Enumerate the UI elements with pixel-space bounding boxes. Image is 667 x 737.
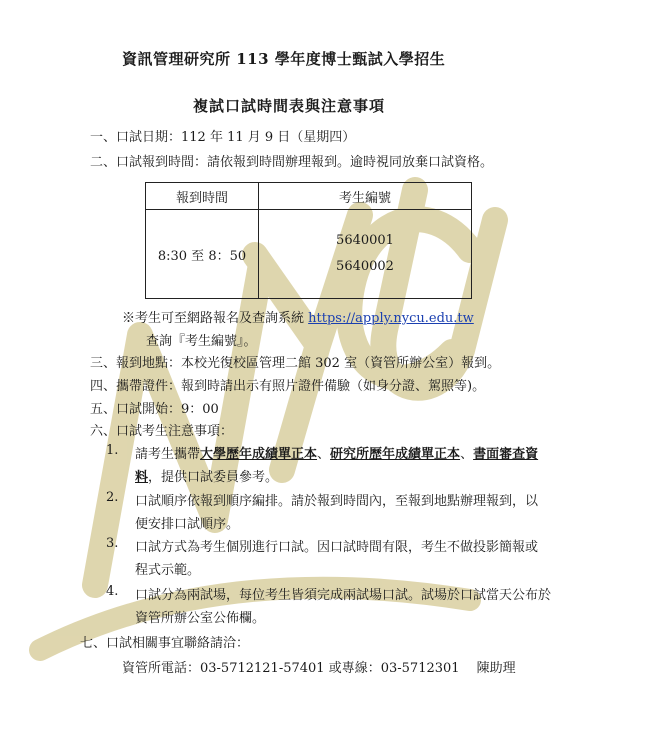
required-document: 書面審查資 — [473, 447, 539, 462]
note-1-line-2 — [135, 466, 278, 485]
separator: 、 — [460, 447, 474, 462]
note-4-line-2: 資管所辦公室公佈欄。 — [135, 611, 266, 626]
header-report-time: 報到時間 — [146, 183, 259, 210]
required-document: 料 — [135, 470, 149, 485]
note-3-number: 3. — [106, 536, 119, 551]
note-3-line-1: 口試方式為考生個別進行口試。因口試時間有限，考生不做投影簡報或 — [135, 540, 539, 555]
schedule-table — [145, 182, 472, 299]
table-header-row — [146, 183, 472, 210]
contact-line: 資管所電話：03-5712121-57401 或專線：03-5712301 陳助理 — [122, 661, 516, 676]
remark-prefix: ※考生可至網路報名及查詢系統 — [122, 311, 309, 326]
required-document: 研究所歷年成績單正本 — [330, 447, 461, 462]
document-subtitle: 複試口試時間表與注意事項 — [193, 97, 386, 115]
item-exam-date: 一、口試日期：112 年 11 月 9 日（星期四） — [90, 130, 356, 145]
apply-link[interactable]: https://apply.nycu.edu.tw — [308, 311, 474, 326]
note-4-number: 4. — [106, 584, 119, 599]
remark-line-2: 查詢『考生編號』。 — [146, 334, 257, 349]
separator: 、 — [317, 447, 331, 462]
document-title: 資訊管理研究所 113 學年度博士甄試入學招生 — [122, 50, 446, 68]
item-report-time: 二、口試報到時間：請依報到時間辦理報到。逾時視同放棄口試資格。 — [90, 155, 494, 170]
note-text: 請考生攜帶 — [135, 447, 201, 462]
note-2-number: 2. — [106, 490, 119, 505]
item-notes-heading: 六、口試考生注意事項： — [90, 424, 234, 439]
cell-candidate-numbers — [259, 210, 472, 299]
note-1-number: 1. — [106, 443, 119, 458]
note-3-line-2: 程式示範。 — [135, 563, 201, 578]
note-2-line-2: 便安排口試順序。 — [135, 517, 240, 532]
note-1-line-1 — [135, 443, 538, 462]
header-candidate-number: 考生編號 — [259, 183, 472, 210]
candidate-number: 5640002 — [336, 259, 394, 274]
item-location: 三、報到地點：本校光復校區管理二館 302 室（資管所辦公室）報到。 — [90, 356, 501, 371]
note-2-line-1: 口試順序依報到順序編排。請於報到時間內，至報到地點辦理報到，以 — [135, 494, 539, 509]
note-4-line-1: 口試分為兩試場，每位考生皆須完成兩試場口試。試場於口試當天公布於 — [135, 588, 552, 603]
table-row — [146, 210, 472, 299]
candidate-number: 5640001 — [336, 233, 394, 248]
item-contact-heading: 七、口試相關事宜聯絡請洽： — [80, 636, 250, 651]
note-text: ，提供口試委員參考。 — [148, 470, 279, 485]
item-documents: 四、攜帶證件：報到時請出示有照片證件備驗（如身分證、駕照等)。 — [90, 379, 486, 394]
required-document: 大學歷年成績單正本 — [200, 447, 318, 462]
item-start-time: 五、口試開始：9：00 — [90, 402, 219, 417]
cell-report-time: 8:30 至 8：50 — [146, 210, 259, 299]
remark-line — [122, 307, 474, 326]
